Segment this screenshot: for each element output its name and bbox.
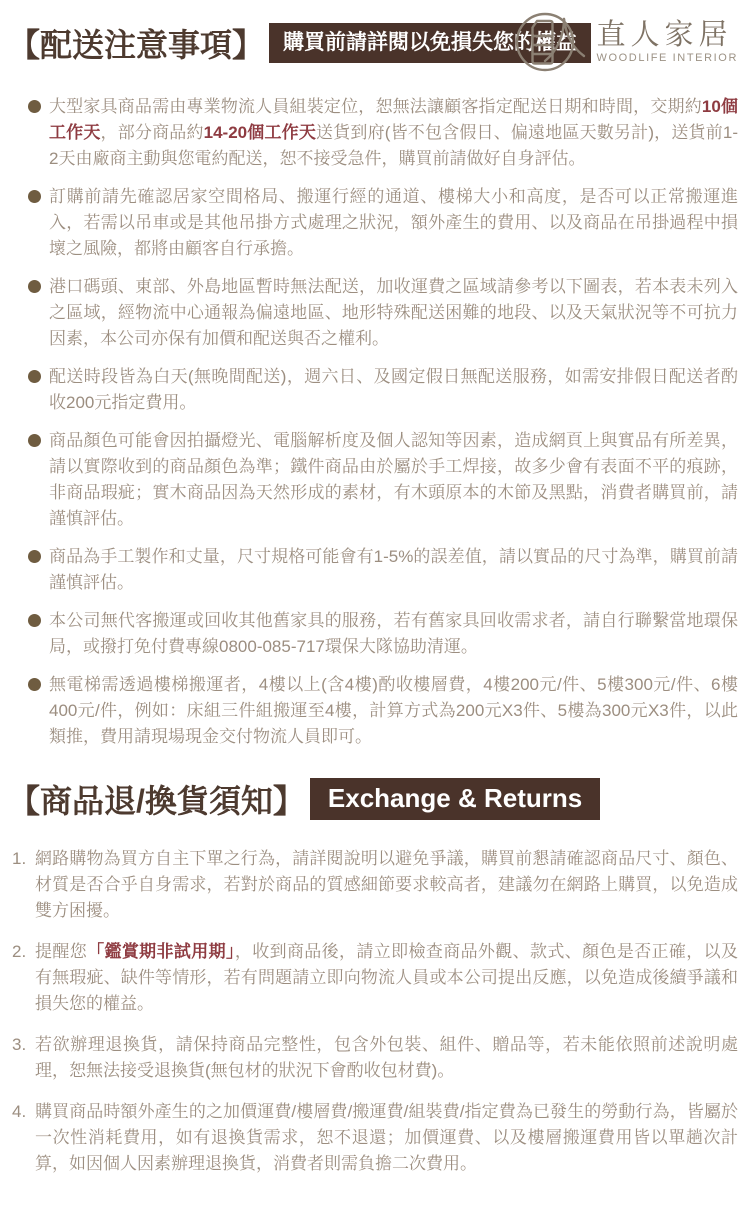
text-segment: ，收到商品後，請立即檢查商品外觀、款式、顏色是否正確，以及有無瑕疵、缺件等情形，若有問題請立即向物流人員或本公司提出反應，以免造成後續爭議和損失您的權益。 [35, 942, 739, 1013]
note-item [28, 608, 738, 660]
brand-name: 直人家居 [596, 19, 733, 52]
text-segment: 送貨到府(皆不包含假日、偏遠地區天數另計)，送貨前1-2天由廠商主動與您電約配送，恕不接受急件，購買前請做好自身評估。 [49, 123, 739, 168]
return-item [12, 1032, 738, 1084]
item-number: 3. [12, 1035, 27, 1054]
logo-text [597, 20, 738, 64]
return-item [12, 939, 738, 1017]
note-item [28, 428, 738, 532]
shipping-notes-list [8, 94, 738, 750]
text-segment: 商品為手工製作和丈量，尺寸規格可能會有1-5%的誤差值，請以實品的尺寸為準，購買前請謹慎評估。 [49, 547, 738, 592]
item-number: 1. [12, 849, 27, 868]
text-segment: ，部分商品約 [100, 123, 204, 142]
text-segment: 購買商品時額外產生的之加價運費/樓層費/搬運費/組裝費/指定費為已發生的勞動行為，皆屬於一次性消耗費用，如有退換貨需求，恕不退還；加價運費、以及樓層搬運費用皆以單趟次計算，如因個人因素辦理退換貨，消費者則需負擔二次費用。 [35, 1102, 738, 1173]
bullet-icon [28, 190, 41, 203]
shipping-header [8, 20, 738, 66]
text-segment: 本公司無代客搬運或回收其他舊家具的服務，若有舊家具回收需求者，請自行聯繫當地環保局，或撥打免付費專線0800-085-717環保大隊協助清運。 [49, 611, 738, 656]
bullet-icon [28, 100, 41, 113]
brand-logo [514, 10, 738, 74]
text-segment: 訂購前請先確認居家空間格局、搬運行經的通道、樓梯大小和高度，是否可以正常搬運進入，若需以吊車或是其他吊掛方式處理之狀況，額外產生的費用、以及商品在吊掛過程中損壞之風險，都將由顧客自行承擔。 [49, 187, 738, 258]
text-segment: 港口碼頭、東部、外島地區暫時無法配送，加收運費之區域請參考以下圖表，若本表未列入之區域，經物流中心通報為偏遠地區、地形特殊配送困難的地段、以及天氣狀況等不可抗力因素，本公司亦保有加價和配送與否之權利。 [49, 277, 738, 348]
text-segment: 網路購物為買方自主下單之行為，請詳閱說明以避免爭議，購買前懇請確認商品尺寸、顏色、材質是否合乎自身需求，若對於商品的質感細節要求較高者，建議勿在網路上購買，以免造成雙方困擾。 [35, 849, 738, 920]
return-item [12, 846, 738, 924]
bullet-icon [28, 550, 41, 563]
note-item [28, 544, 738, 596]
bullet-icon [28, 370, 41, 383]
note-item [28, 364, 738, 416]
bullet-icon [28, 614, 41, 627]
returns-header [8, 776, 738, 822]
text-segment: 商品顏色可能會因拍攝燈光、電腦解析度及個人認知等因素，造成網頁上與實品有所差異，請以實際收到的商品顏色為準；鐵件商品由於屬於手工焊接，故多少會有表面不平的痕跡，非商品瑕疵；實木商品因為天然形成的素材，有木頭原本的木節及黑點，消費者購買前，請謹慎評估。 [49, 431, 738, 528]
bullet-icon [28, 434, 41, 447]
return-item [12, 1099, 738, 1177]
shipping-badge: 購買前請詳閱以免損失您的權益 [269, 23, 591, 63]
item-number: 4. [12, 1102, 27, 1121]
text-segment: 若欲辦理退換貨，請保持商品完整性，包含外包裝、組件、贈品等，若未能依照前述說明處理，恕無法接受退換貨(無包材的狀況下會酌收包材費)。 [35, 1035, 738, 1080]
note-item [28, 274, 738, 352]
returns-title: 【商品退/換貨須知】 [8, 783, 305, 819]
text-segment: 無電梯需透過樓梯搬運者，4樓以上(含4樓)酌收樓層費，4樓200元/件、5樓300元/件、6樓400元/件，例如：床組三件組搬運至4樓，計算方式為200元X3件、5樓為300元X3件，以此類推，費用請現場現金交付物流人員即可。 [49, 675, 738, 746]
highlight-text: 10個工作天 [49, 97, 738, 142]
returns-list [8, 846, 738, 1177]
text-segment: 提醒您 [35, 942, 88, 961]
highlight-text: 14-20個工作天 [203, 123, 317, 142]
text-segment: 配送時段皆為白天(無晚間配送)，週六日、及國定假日無配送服務，如需安排假日配送者酌收200元指定費用。 [49, 367, 738, 412]
note-item [28, 184, 738, 262]
highlight-text: 「鑑賞期非試用期」 [87, 942, 235, 961]
shipping-title: 【配送注意事項】 [8, 27, 265, 63]
text-segment: 大型家具商品需由專業物流人員組裝定位，恕無法讓顧客指定配送日期和時間，交期約 [49, 97, 702, 116]
bullet-icon [28, 280, 41, 293]
note-item [28, 94, 738, 172]
bullet-icon [28, 678, 41, 691]
item-number: 2. [12, 942, 27, 961]
note-item [28, 672, 738, 750]
returns-badge: Exchange & Returns [310, 778, 600, 820]
brand-subtitle: WOODLIFE INTERIOR [596, 51, 738, 64]
logo-mark-icon [514, 10, 588, 74]
